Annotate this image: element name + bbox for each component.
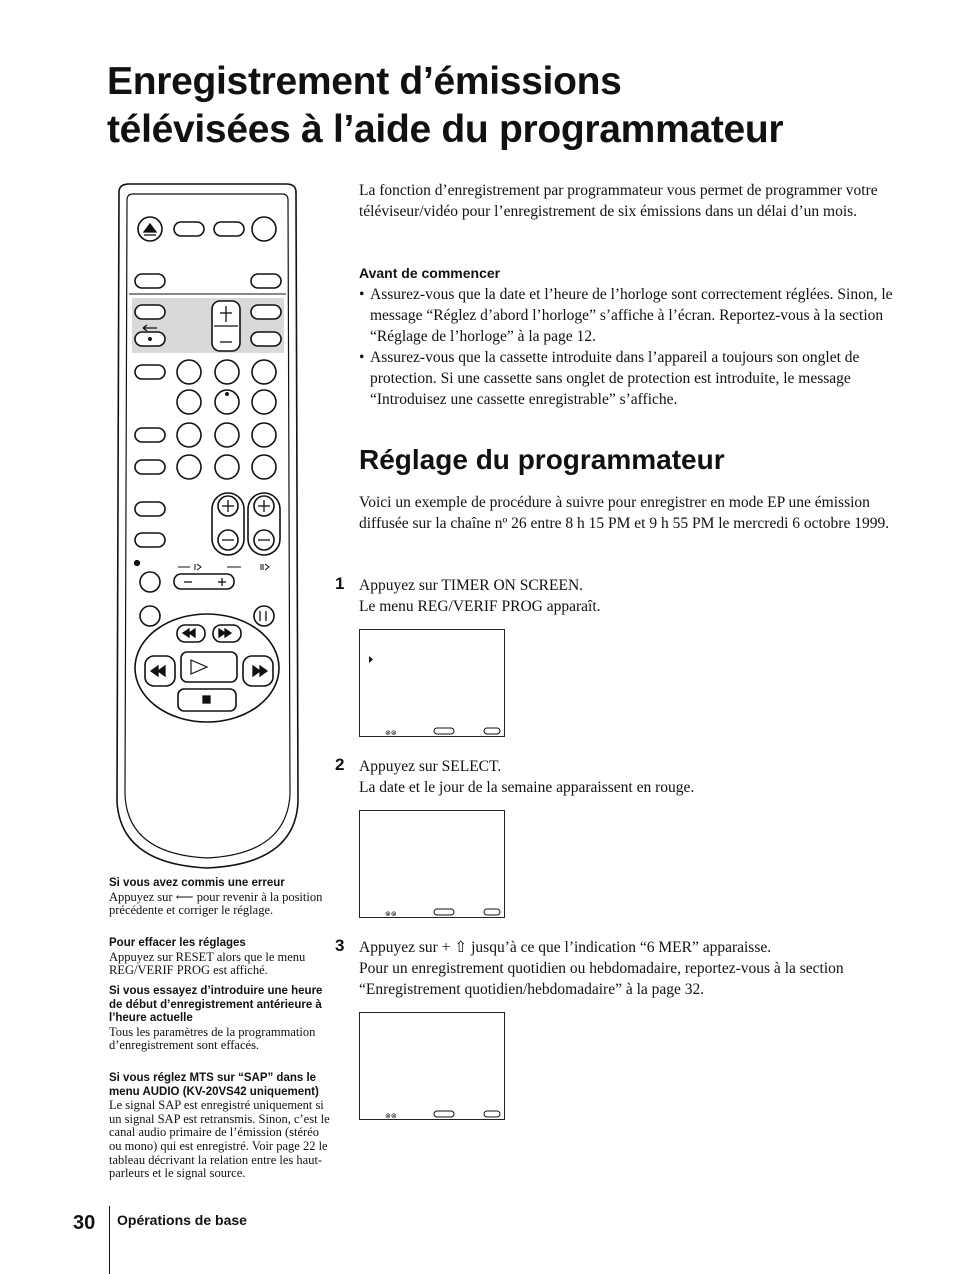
sidebar-note (109, 985, 331, 1053)
sidebar-note (109, 937, 331, 978)
step-3-text (359, 937, 894, 1000)
footer-section-name: Opérations de base (117, 1212, 247, 1228)
step-number: 2 (335, 755, 345, 774)
page-title (107, 58, 927, 154)
step-result: Pour un enregistrement quotidien ou hebdomadaire, reportez-vous à la section “Enregistrement quotidien/hebdomadaire” à la page 32. (359, 960, 844, 998)
before-list (359, 284, 894, 410)
step-2-text (359, 756, 894, 798)
title-line-1: Enregistrement d’émissions (107, 60, 622, 103)
step-number: 1 (335, 574, 345, 593)
note-text: Appuyez sur ⟵ pour revenir à la position précédente et corriger le réglage. (109, 889, 323, 918)
step-result: Le menu REG/VERIF PROG apparaît. (359, 598, 601, 615)
screen-graphic (360, 630, 506, 738)
svg-text:⊗⊗: ⊗⊗ (385, 910, 397, 918)
before-item: • Assurez-vous que la cassette introduite dans l’appareil a toujours son onglet de protection. Si une cassette sans onglet de protection est introduite, le message “Introduisez une cassette enregistrable” s’affiche. (359, 347, 894, 410)
before-section (359, 263, 894, 410)
section-title: Réglage du programmateur (359, 444, 725, 475)
step-instruction: Appuyez sur + ⇧ jusqu’à ce que l’indication “6 MER” apparaisse. (359, 939, 772, 956)
cursor-arrow-icon (369, 656, 373, 663)
step-number: 3 (335, 936, 345, 955)
svg-text:⊗⊗: ⊗⊗ (385, 729, 397, 737)
footer-divider (109, 1206, 110, 1274)
before-heading: Avant de commencer (359, 265, 501, 281)
page-number: 30 (73, 1212, 96, 1234)
tv-screen-step-1 (359, 629, 505, 737)
note-heading: Pour effacer les réglages (109, 937, 246, 949)
note-heading: Si vous réglez MTS sur “SAP” dans le menu AUDIO (KV-20VS42 uniquement) (109, 1072, 319, 1098)
title-line-2: télévisées à l’aide du programmateur (107, 108, 784, 151)
section-intro: Voici un exemple de procédure à suivre pour enregistrer en mode EP une émission diffusée sur la chaîne nº 26 entre 8 h 15 PM et 9 h 55 PM le mercredi 6 octobre 1999. (359, 494, 890, 532)
screen-graphic (360, 811, 506, 919)
note-heading: Si vous avez commis une erreur (109, 877, 285, 889)
step-instruction: Appuyez sur SELECT. (359, 758, 502, 775)
note-text: Appuyez sur RESET alors que le menu REG/VERIF PROG est affiché. (109, 949, 306, 978)
note-text: Le signal SAP est enregistré uniquement si un signal SAP est retransmis. Sinon, c’est le canal audio primaire de l’émission (stéréo ou mono) qui est enregistré. Voir page 22 le tableau décrivant la relation entre les haut-parleurs et le signal source. (109, 1098, 330, 1181)
svg-text:⊗⊗: ⊗⊗ (385, 1112, 397, 1120)
tv-screen-step-2 (359, 810, 505, 918)
screen-graphic (360, 1013, 506, 1121)
step-1-text (359, 575, 894, 617)
intro-paragraph: La fonction d’enregistrement par programmateur vous permet de programmer votre téléviseur/vidéo pour l’enregistrement de six émissions dans un délai d’un mois. (359, 182, 878, 220)
sidebar-note (109, 877, 331, 918)
step-result: La date et le jour de la semaine apparaissent en rouge. (359, 779, 695, 796)
sidebar-note (109, 1072, 331, 1181)
note-heading: Si vous essayez d’introduire une heure de début d’enregistrement antérieure à l’heure actuelle (109, 985, 323, 1025)
note-text: Tous les paramètres de la programmation d’enregistrement sont effacés. (109, 1024, 316, 1053)
step-instruction: Appuyez sur TIMER ON SCREEN. (359, 577, 584, 594)
tv-screen-step-3 (359, 1012, 505, 1120)
remote-control-illustration (115, 182, 300, 870)
before-item: • Assurez-vous que la date et l’heure de l’horloge sont correctement réglées. Sinon, le message “Réglez d’abord l’horloge” s’affiche à l’écran. Reportez-vous à la section “Réglage de l’horloge” à la page 12. (359, 284, 894, 347)
